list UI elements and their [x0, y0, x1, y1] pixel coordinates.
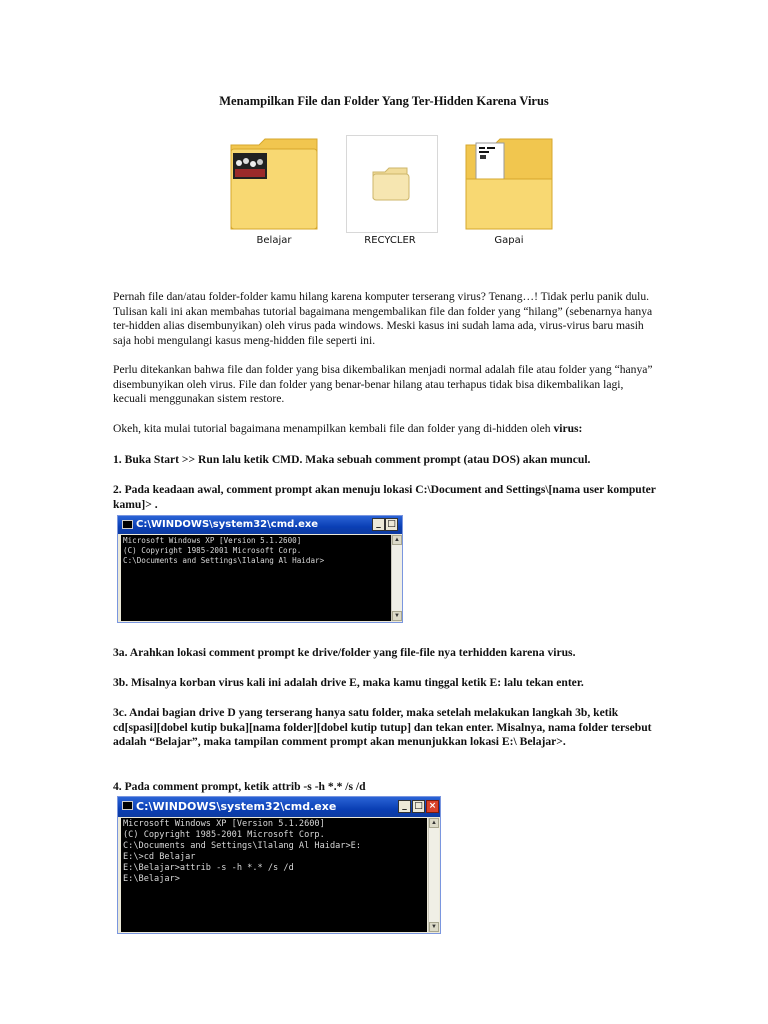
cmd-app-icon: [122, 801, 133, 810]
scroll-up-arrow[interactable]: ▲: [429, 818, 439, 828]
minimize-button[interactable]: _: [398, 800, 411, 813]
cmd-titlebar: [118, 797, 440, 817]
paragraph-start: [113, 422, 658, 437]
step-1: 1. Buka Start >> Run lalu ketik CMD. Maka sebuah comment prompt (atau DOS) akan muncul.: [113, 453, 591, 466]
cmd-window-2: [117, 796, 441, 934]
intro-bold: virus:: [553, 422, 583, 435]
scrollbar[interactable]: [391, 535, 402, 621]
step-3b: 3b. Misalnya korban virus kali ini adalah drive E, maka kamu tinggal ketik E: lalu tekan enter.: [113, 676, 584, 689]
folder-caption: Belajar: [256, 235, 292, 246]
paragraph-note: Perlu ditekankan bahwa file dan folder yang bisa dikembalikan menjadi normal adalah file atau folder yang “hanya” disembunyikan oleh virus. File dan folder yang benar-benar hilang atau terhapus tidak bisa dikembalikan lagi, kecuali menggunakan sistem restore.: [113, 363, 653, 406]
close-button[interactable]: ×: [426, 800, 439, 813]
maximize-button[interactable]: □: [412, 800, 425, 813]
folder-tile-belajar: [229, 135, 319, 231]
folder-tile-recycler: [346, 135, 438, 233]
cmd-console: [121, 535, 391, 621]
folder-recycler-icon: [347, 136, 435, 230]
console-line: C:\Documents and Settings\Ilalang Al Haidar>: [123, 556, 325, 565]
console-line: C:\Documents and Settings\Ilalang Al Haidar>E:: [123, 841, 361, 851]
cmd-console: [121, 818, 427, 932]
folder-document-icon: [464, 135, 554, 231]
console-line: E:\Belajar>: [123, 874, 180, 884]
scroll-up-arrow[interactable]: ▲: [392, 535, 402, 545]
scroll-down-arrow[interactable]: ▼: [392, 611, 402, 621]
console-line: E:\Belajar>attrib -s -h *.* /s /d: [123, 863, 294, 873]
cmd-app-icon: [122, 520, 133, 529]
folder-photo-icon: [229, 135, 319, 231]
paragraph-intro: Pernah file dan/atau folder-folder kamu hilang karena komputer terserang virus? Tenang…! Tidak perlu panik dulu. Tulisan kali ini akan membahas tutorial bagaimana mengembalikan file dan folder yang “hilang” (sebenarnya hanya ter-hidden alias disembunyikan) oleh virus pada windows. Meski kasus ini sudah lama ada, virus-virus baru masih saja hobi mengulangi kasus meng-hidden file seperti ini.: [113, 290, 653, 347]
step-4: 4. Pada comment prompt, ketik attrib -s -h *.* /s /d: [113, 780, 366, 793]
step-3a: 3a. Arahkan lokasi comment prompt ke drive/folder yang file-file nya terhidden karena virus.: [113, 646, 576, 659]
console-line: Microsoft Windows XP [Version 5.1.2600]: [123, 536, 302, 545]
cmd-window-title: C:\WINDOWS\system32\cmd.exe: [136, 800, 337, 813]
console-line: (C) Copyright 1985-2001 Microsoft Corp.: [123, 830, 325, 840]
step-2: 2. Pada keadaan awal, comment prompt akan menuju lokasi C:\Document and Settings\[nama user komputer kamu]> .: [113, 483, 656, 511]
console-line: (C) Copyright 1985-2001 Microsoft Corp.: [123, 546, 302, 555]
scrollbar[interactable]: [428, 818, 439, 932]
console-line: E:\>cd Belajar: [123, 852, 196, 862]
cmd-titlebar: [118, 516, 402, 534]
scroll-down-arrow[interactable]: ▼: [429, 922, 439, 932]
folder-caption: RECYCLER: [364, 235, 416, 246]
console-line: Microsoft Windows XP [Version 5.1.2600]: [123, 819, 325, 829]
cmd-window-title: C:\WINDOWS\system32\cmd.exe: [136, 519, 319, 530]
step-3c: 3c. Andai bagian drive D yang terserang hanya satu folder, maka setelah melakukan langkah 3b, ketik cd[spasi][dobel kutip buka][nama folder][dobel kutip tutup] dan tekan enter. Misalnya, nama folder tersebut adalah “Belajar”, maka tampilan comment prompt akan menunjukkan lokasi E:\ Belajar>.: [113, 706, 652, 749]
intro-text: Okeh, kita mulai tutorial bagaimana menampilkan kembali file dan folder yang di-hidden oleh: [113, 422, 554, 435]
folder-caption: Gapai: [494, 235, 524, 246]
minimize-button[interactable]: _: [372, 518, 385, 531]
page-title: Menampilkan File dan Folder Yang Ter-Hidden Karena Virus: [219, 94, 549, 108]
folder-tile-gapai: [464, 135, 554, 231]
maximize-button[interactable]: □: [385, 518, 398, 531]
cmd-window-1: [117, 515, 403, 623]
